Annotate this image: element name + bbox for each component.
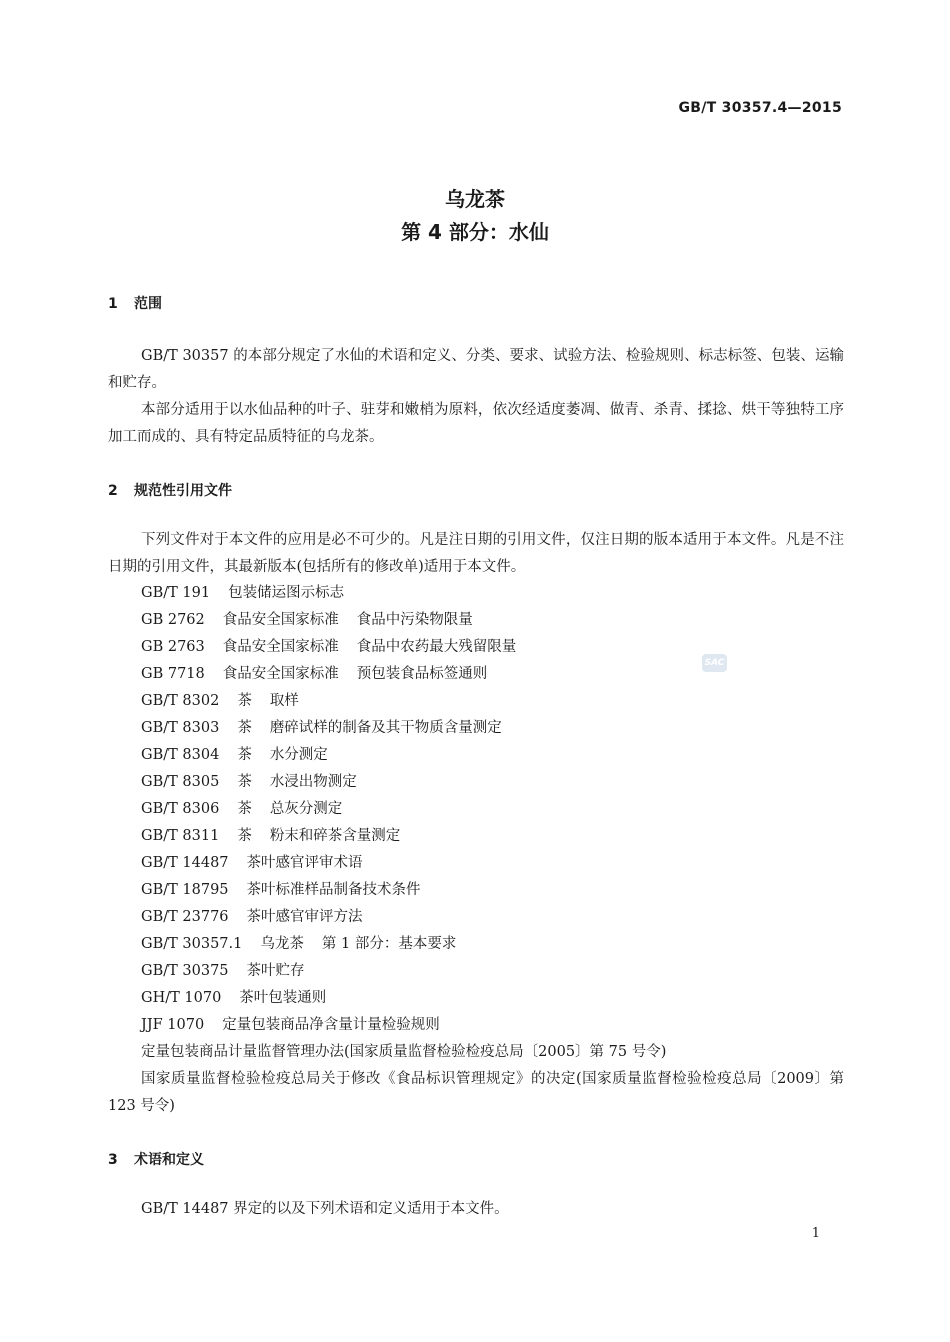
reference-item [141,904,666,931]
reference-item [141,688,666,715]
reference-item [141,580,666,607]
section-number: 1 [108,296,118,312]
reference-item [141,931,666,958]
reference-subtitle: 水浸出物测定 [269,774,357,790]
reference-title: 茶叶贮存 [246,963,305,979]
reference-code: GB/T 30357.1 [141,936,243,952]
reference-title: 茶 [237,693,252,709]
regulation-text: 定量包装商品计量监督管理办法(国家质量监督检验检疫总局〔2005〕第 75 号令) [141,1044,667,1060]
reference-code: GB/T 18795 [141,882,229,898]
reference-title: 定量包装商品净含量计量检验规则 [222,1017,440,1033]
reference-item [141,985,666,1012]
reference-item [141,958,666,985]
reference-code: JJF 1070 [141,1017,205,1033]
reference-subtitle: 水分测定 [269,747,328,763]
reference-code: GB 7718 [141,666,205,682]
section-title: 术语和定义 [134,1152,204,1168]
reference-item [141,634,666,661]
reference-item [141,769,666,796]
reference-code: GB/T 14487 [141,855,229,871]
reference-title: 茶叶感官评审术语 [246,855,363,871]
reference-regulation [141,1039,666,1066]
paragraph: GB/T 30357 的本部分规定了水仙的术语和定义、分类、要求、试验方法、检验规则、标志标签、包装、运输和贮存。 [108,348,844,391]
reference-title: 茶叶感官审评方法 [246,909,363,925]
reference-item [141,715,666,742]
reference-subtitle: 第 1 部分：基本要求 [321,936,457,952]
reference-list [141,580,666,1066]
reference-title: 茶 [237,801,252,817]
reference-code: GB/T 8311 [141,828,220,844]
reference-code: GB/T 23776 [141,909,229,925]
paragraph: 本部分适用于以水仙品种的叶子、驻芽和嫩梢为原料，依次经适度萎凋、做青、杀青、揉捻、烘干等独特工序加工而成的、具有特定品质特征的乌龙茶。 [108,402,844,445]
reference-title: 茶 [237,828,252,844]
reference-title: 茶叶包装通则 [239,990,327,1006]
reference-title: 食品安全国家标准 [222,639,339,655]
reference-code: GB/T 8304 [141,747,220,763]
reference-code: GB/T 8302 [141,693,220,709]
reference-item [141,661,666,688]
reference-code: GB/T 8303 [141,720,220,736]
reference-item [141,823,666,850]
section-number: 2 [108,483,118,499]
reference-code: GB/T 8305 [141,774,220,790]
reference-code: GH/T 1070 [141,990,222,1006]
reference-item [141,877,666,904]
standard-number: GB/T 30357.4—2015 [678,100,842,116]
reference-title: 茶 [237,747,252,763]
reference-code: GB/T 191 [141,585,211,601]
section-heading-3 [108,1149,204,1169]
reference-subtitle: 食品中农药最大残留限量 [356,639,517,655]
reference-item [141,1012,666,1039]
reference-code: GB 2763 [141,639,205,655]
reference-code: GB/T 30375 [141,963,229,979]
section-title: 规范性引用文件 [134,483,232,499]
document-title: 乌龙茶 [445,187,505,211]
paragraph: 下列文件对于本文件的应用是必不可少的。凡是注日期的引用文件，仅注日期的版本适用于本文件。凡是不注日期的引用文件，其最新版本(包括所有的修改单)适用于本文件。 [108,532,844,575]
section-heading-1 [108,293,162,313]
reference-subtitle: 总灰分测定 [269,801,343,817]
document-subtitle: 第 4 部分：水仙 [401,220,549,244]
reference-title: 包装储运图示标志 [228,585,345,601]
sac-watermark-logo: SAC [702,654,727,672]
reference-item [141,796,666,823]
section-title: 范围 [134,296,162,312]
reference-code: GB 2762 [141,612,205,628]
reference-subtitle: 磨碎试样的制备及其干物质含量测定 [269,720,502,736]
reference-title: 茶 [237,774,252,790]
reference-title: 茶叶标准样品制备技术条件 [246,882,421,898]
reference-title: 茶 [237,720,252,736]
section-number: 3 [108,1152,118,1168]
reference-subtitle: 取样 [269,693,299,709]
paragraph: 国家质量监督检验检疫总局关于修改《食品标识管理规定》的决定(国家质量监督检验检疫总局〔2009〕第 123 号令) [108,1071,844,1114]
reference-subtitle: 食品中污染物限量 [356,612,473,628]
reference-title: 食品安全国家标准 [222,666,339,682]
reference-item [141,742,666,769]
reference-item [141,850,666,877]
reference-title: 乌龙茶 [260,936,304,952]
paragraph: GB/T 14487 界定的以及下列术语和定义适用于本文件。 [141,1201,509,1217]
reference-title: 食品安全国家标准 [222,612,339,628]
reference-code: GB/T 8306 [141,801,220,817]
reference-subtitle: 预包装食品标签通则 [356,666,488,682]
section-heading-2 [108,480,232,500]
reference-subtitle: 粉末和碎茶含量测定 [269,828,401,844]
page-number: 1 [811,1226,820,1241]
reference-item [141,607,666,634]
